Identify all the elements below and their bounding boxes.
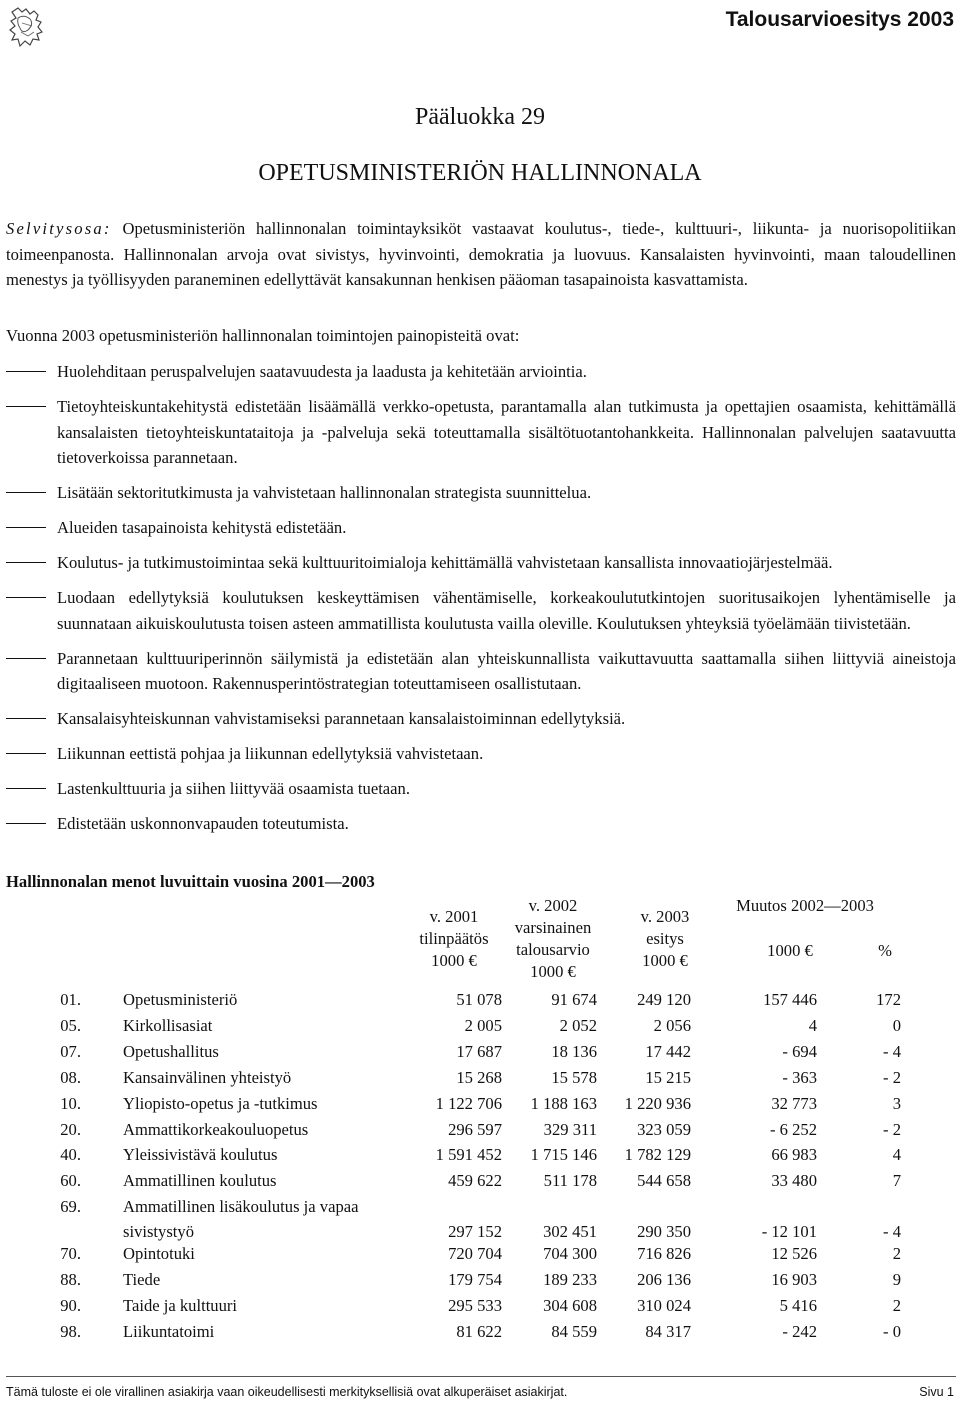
- list-item: Alueiden tasapainoista kehitystä edistetään.: [6, 515, 956, 541]
- dash-marker: [6, 371, 46, 372]
- dash-marker: [6, 597, 46, 598]
- chapter-heading: Pääluokka 29: [415, 104, 545, 130]
- ministry-heading: OPETUSMINISTERIÖN HALLINNONALA: [258, 160, 702, 186]
- document-header-title: Talousarvioesitys 2003: [725, 8, 954, 31]
- list-item: Lisätään sektoritutkimusta ja vahvistetaan hallinnonalan strategista suunnittelua.: [6, 480, 956, 506]
- column-header-2003: v. 2003 esitys 1000 €: [640, 907, 690, 970]
- table-title: Hallinnonalan menot luvuittain vuosina 2001—2003: [6, 872, 375, 891]
- column-header-change: Muutos 2002—2003: [736, 896, 874, 915]
- column-header-2001: v. 2001 tilinpäätös 1000 €: [419, 907, 489, 970]
- page-number: Sivu 1: [919, 1385, 954, 1399]
- dash-marker: [6, 658, 46, 659]
- dash-marker: [6, 753, 46, 754]
- list-item: Huolehditaan peruspalvelujen saatavuudesta ja laadusta ja kehitetään arviointia.: [6, 359, 956, 385]
- column-header-change-pct: %: [878, 941, 892, 960]
- list-item: Liikunnan eettistä pohjaa ja liikunnan edellytyksiä vahvistetaan.: [6, 741, 956, 767]
- intro-text: Opetusministeriön hallinnonalan toimintayksiköt vastaavat koulutus-, tiede-, kulttuuri-, liikunta- ja nuorisopolitiikan toimeenpanosta. Hallinnonalan arvoja ovat sivistys, hyvinvointi, demokratia ja luovuus. Kansalaisten hyvinvointi, maan taloudellinen menestys ja työllisyyden paraneminen edellyttävät kansakunnan henkisen pääoman tasapainoista kasvattamista.: [6, 219, 957, 289]
- dash-marker: [6, 718, 46, 719]
- intro-label: Selvitysosa:: [6, 219, 112, 238]
- dash-marker: [6, 406, 46, 407]
- dash-marker: [6, 823, 46, 824]
- list-item: Luodaan edellytyksiä koulutuksen keskeyttämisen vähentämiselle, korkeakoulututkintojen suoritusaikojen lyhentämiselle ja suunnataan aikuiskoulutusta toisen asteen ammatillista koulutusta vailla oleville. Koulutuksen yhteyksiä työelämään tiivistetään.: [6, 585, 956, 636]
- column-header-2002: v. 2002 varsinainen talousarvio 1000 €: [514, 896, 592, 981]
- footer-divider: [6, 1376, 956, 1377]
- dash-marker: [6, 562, 46, 563]
- list-item: Kansalaisyhteiskunnan vahvistamiseksi parannetaan kansalaistoiminnan edellytyksiä.: [6, 706, 956, 732]
- list-item: Lastenkulttuuria ja siihen liittyvää osaamista tuetaan.: [6, 776, 956, 802]
- list-item: Edistetään uskonnonvapauden toteutumista.: [6, 811, 956, 837]
- priorities-list: [6, 359, 956, 846]
- footer-disclaimer: Tämä tuloste ei ole virallinen asiakirja vaan oikeudellisesti merkityksellisiä ovat alkuperäiset asiakirjat.: [6, 1385, 568, 1399]
- dash-marker: [6, 527, 46, 528]
- intro-paragraph: [6, 216, 956, 293]
- list-item: Parannetaan kulttuuriperinnön säilymistä ja edistetään alan yhteiskunnallista vaikuttavuutta saattamalla siihen liittyviä aineistoja digitaaliseen muotoon. Rakennusperintöstrategian toteuttamiseen osallistutaan.: [6, 646, 956, 697]
- dash-marker: [6, 492, 46, 493]
- list-item: Koulutus- ja tutkimustoimintaa sekä kulttuuritoimialoja kehittämällä vahvistetaan kansallista innovaatiojärjestelmää.: [6, 550, 956, 576]
- column-header-change-eur: 1000 €: [767, 941, 813, 960]
- list-item: Tietoyhteiskuntakehitystä edistetään lisäämällä verkko-opetusta, parantamalla alan tutkimusta ja opettajien osaamista, kehittämällä kansalaisten tietoyhteiskuntataitoja ja -palveluja sekä toteuttamalla sisältötuotantohankkeita. Hallinnonalan palvelujen saatavuutta tietoverkoissa parannetaan.: [6, 394, 956, 471]
- dash-marker: [6, 788, 46, 789]
- lion-crest-icon: [8, 6, 48, 48]
- priorities-lead: Vuonna 2003 opetusministeriön hallinnonalan toimintojen painopisteitä ovat:: [6, 326, 520, 345]
